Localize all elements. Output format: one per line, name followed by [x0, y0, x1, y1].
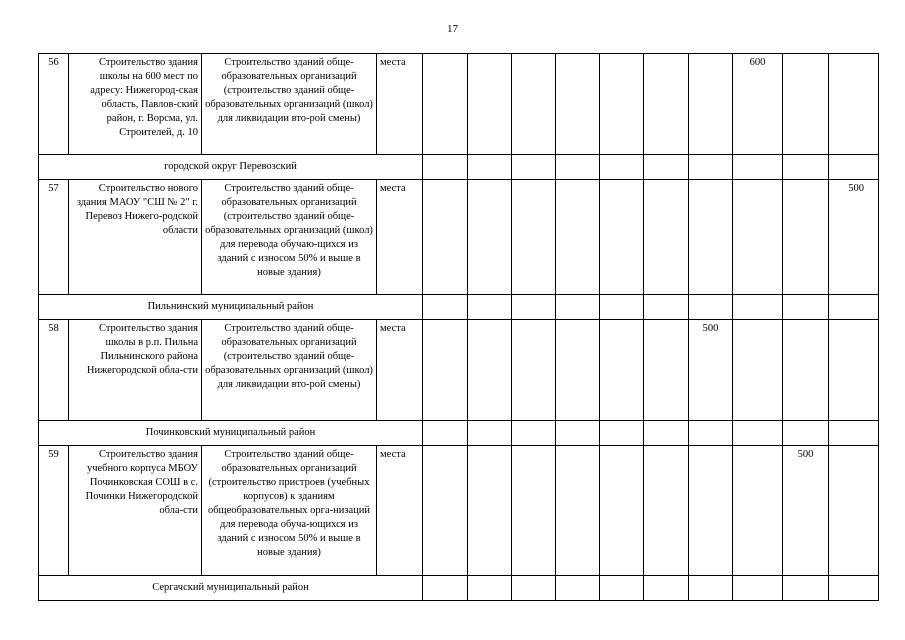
row-number: 59: [39, 446, 69, 576]
object-kind: Строительство зданий обще-образовательных организаций (строительство зданий обще-образовательных организаций (школ) для ликвидации вто-рой смены): [202, 320, 377, 421]
district-row: [39, 576, 879, 601]
table-row: [39, 54, 879, 155]
object-name: Строительство здания учебного корпуса МБОУ Починковская СОШ в с. Починки Нижегородской обла-сти: [69, 446, 202, 576]
district-row: [39, 421, 879, 446]
object-name: Строительство нового здания МАОУ "СШ № 2" г. Перевоз Нижего-родской области: [69, 180, 202, 295]
unit-cell: места: [377, 320, 423, 421]
object-name: Строительство здания школы в р.п. Пильна Пильнинского района Нижегородской обла-сти: [69, 320, 202, 421]
district-name: Пильнинский муниципальный район: [39, 295, 423, 320]
page-number: 17: [447, 23, 458, 35]
object-name: Строительство здания школы на 600 мест по адресу: Нижегород-ская область, Павлов-ский район, г. Ворсма, ул. Строителей, д. 10: [69, 54, 202, 155]
row-number: 56: [39, 54, 69, 155]
district-row: [39, 155, 879, 180]
district-row: [39, 295, 879, 320]
table-row: [39, 320, 879, 421]
object-kind: Строительство зданий обще-образовательных организаций (строительство пристроев (учебных корпусов) к зданиям общеобразовательных орга-низаций для перевода обуча-ющихся из зданий с износом 50% и выше в новые здания): [202, 446, 377, 576]
object-kind: Строительство зданий обще-образовательных организаций (строительство зданий обще-образовательных организаций (школ) для перевода обучаю-щихся из зданий с износом 50% и выше в новые здания): [202, 180, 377, 295]
capacity-value: 500: [829, 180, 879, 295]
capacity-value: 600: [733, 54, 783, 155]
district-name: Сергачский муниципальный район: [39, 576, 423, 601]
object-kind: Строительство зданий обще-образовательных организаций (строительство зданий обще-образовательных организаций (школ) для ликвидации вто-рой смены): [202, 54, 377, 155]
unit-cell: места: [377, 180, 423, 295]
district-name: Починковский муниципальный район: [39, 421, 423, 446]
capacity-value: 500: [783, 446, 829, 576]
row-number: 58: [39, 320, 69, 421]
unit-cell: места: [377, 54, 423, 155]
capacity-value: 500: [689, 320, 733, 421]
investment-table: [38, 53, 879, 601]
district-name: городской округ Перевозский: [39, 155, 423, 180]
unit-cell: места: [377, 446, 423, 576]
table-row: [39, 180, 879, 295]
table-row: [39, 446, 879, 576]
row-number: 57: [39, 180, 69, 295]
